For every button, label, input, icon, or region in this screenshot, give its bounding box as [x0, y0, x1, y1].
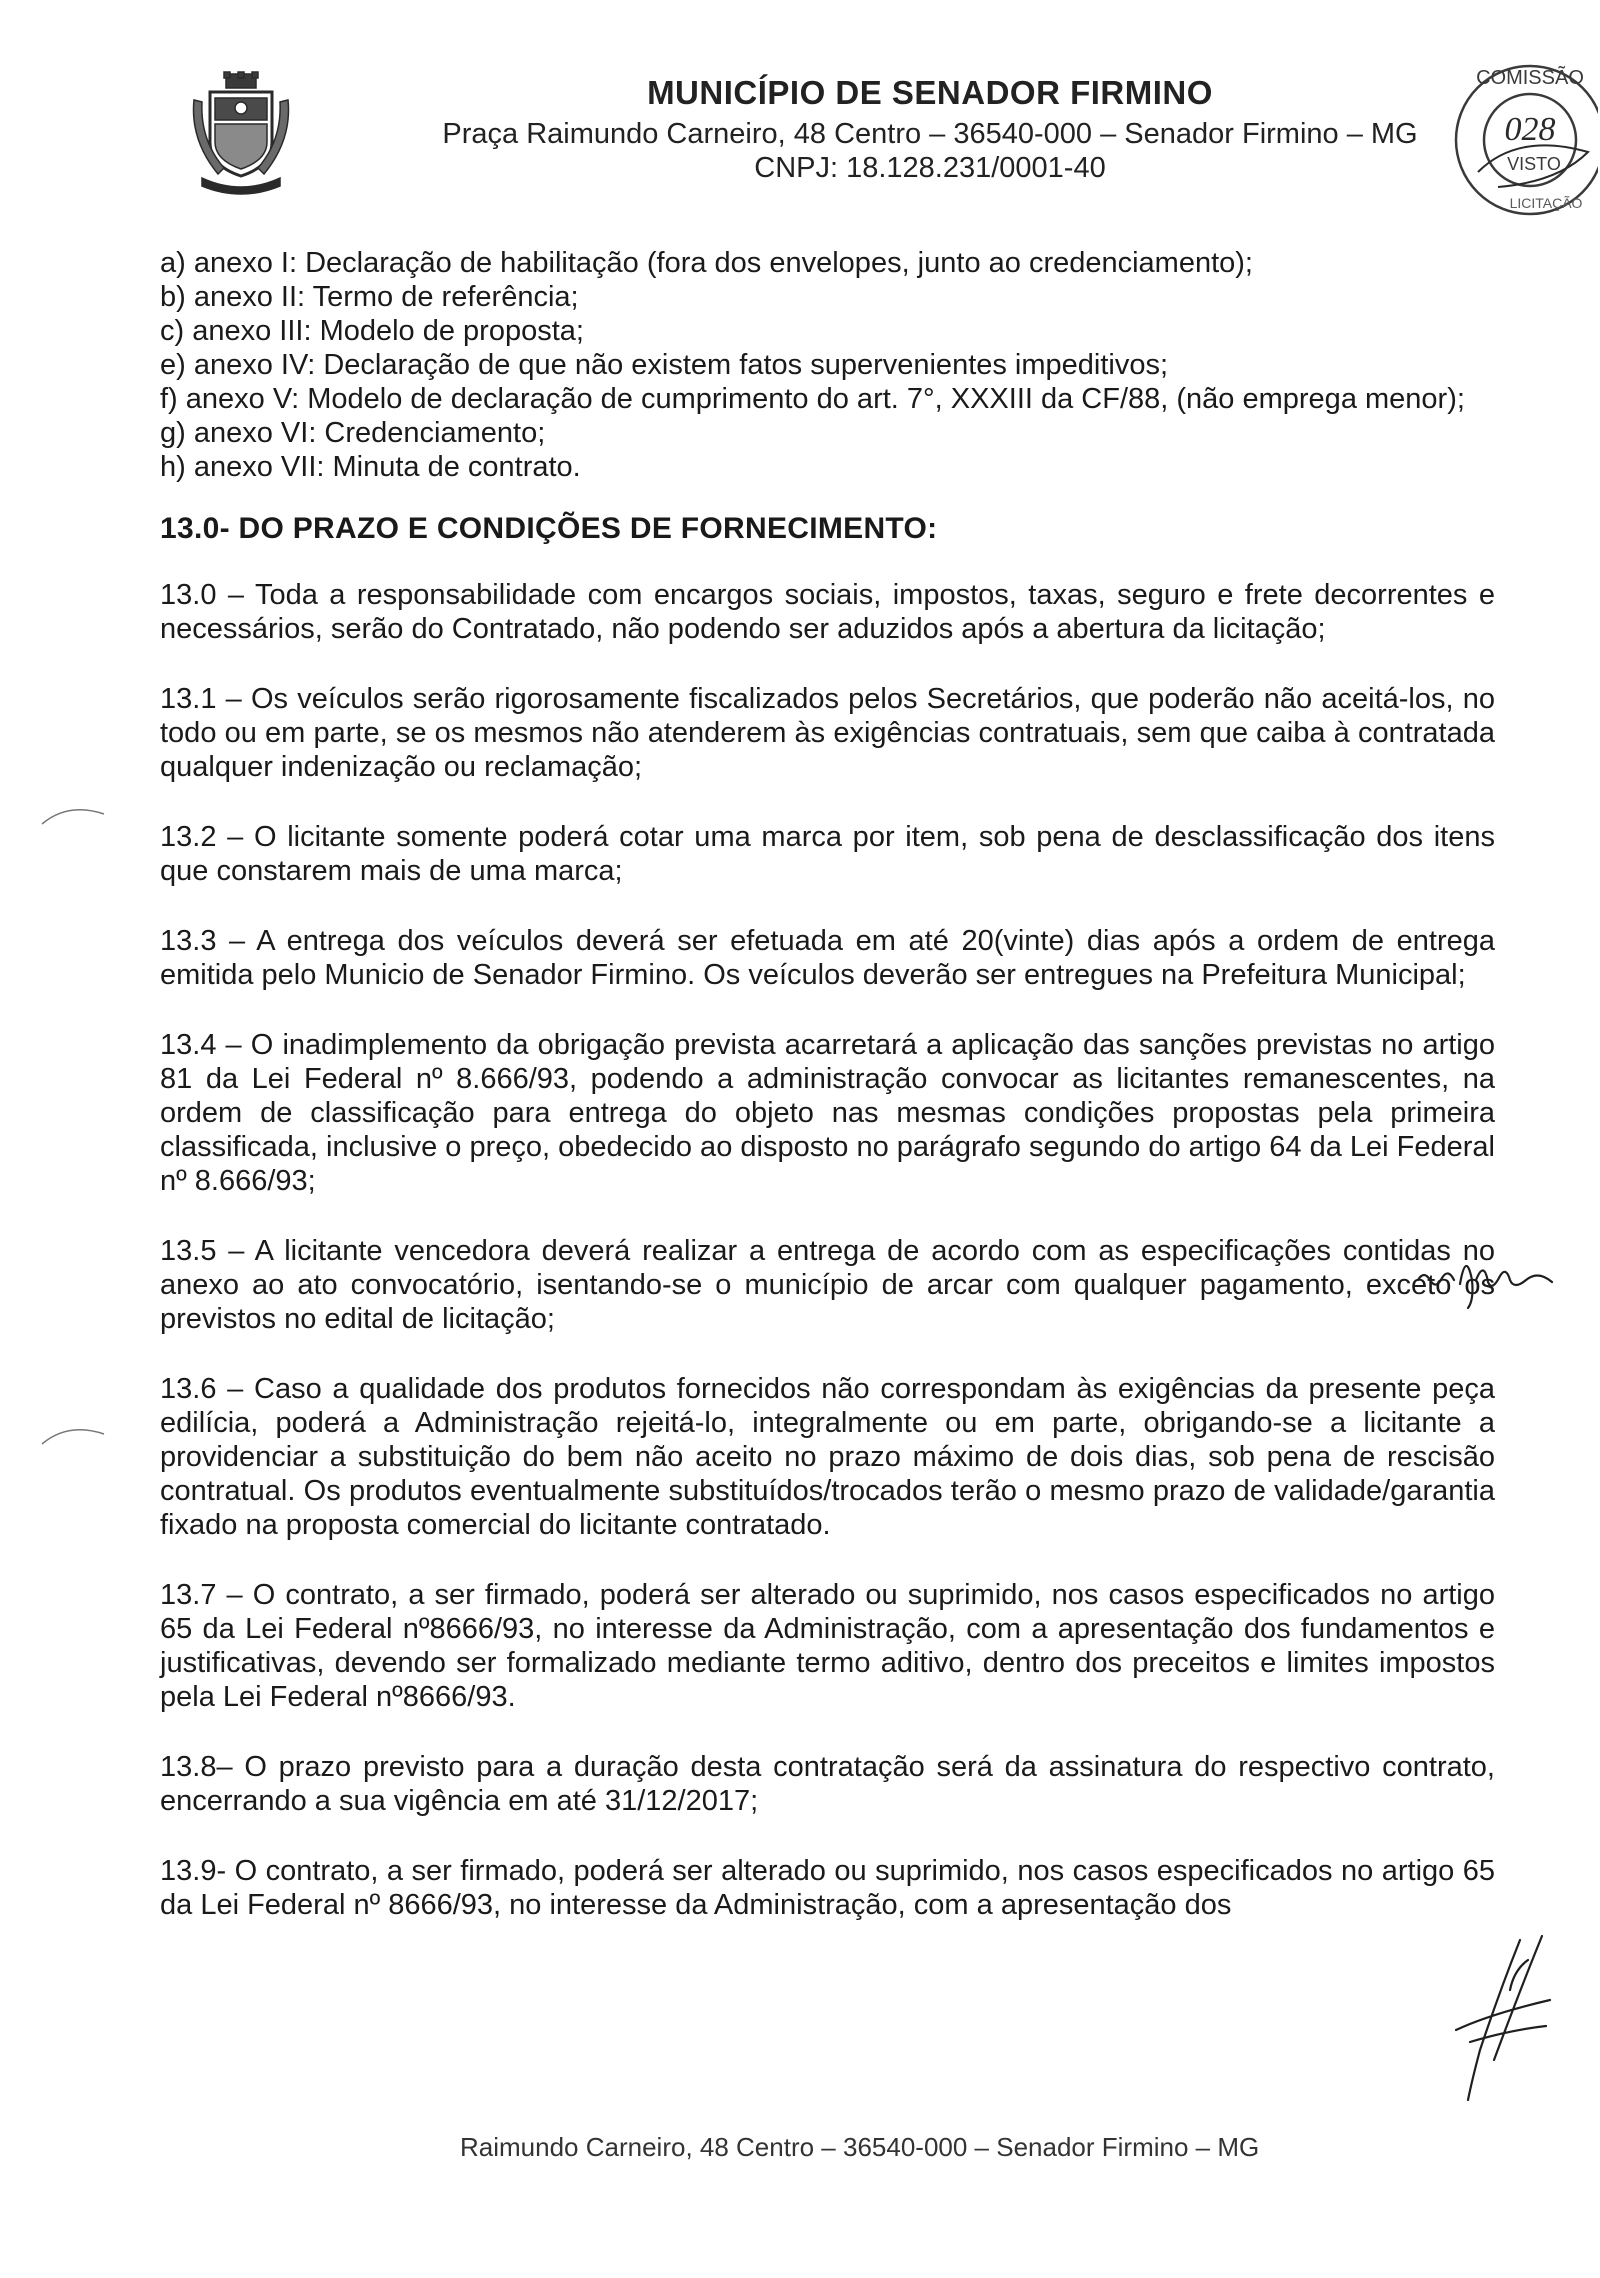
margin-mark [38, 800, 108, 830]
annex-item: c) anexo III: Modelo de proposta; [160, 315, 584, 347]
commission-stamp [1438, 22, 1598, 222]
coat-of-arms-logo [188, 70, 294, 196]
annex-item: g) anexo VI: Credenciamento; [160, 417, 546, 449]
clause-paragraph: 13.0 – Toda a responsabilidade com encargos sociais, impostos, taxas, seguro e frete decorrentes e necessários, serão do Contratado, não podendo ser aduzidos após a abertura da licitação; [160, 579, 1495, 645]
municipality-name: MUNICÍPIO DE SENADOR FIRMINO [647, 74, 1213, 111]
clause-paragraph: 13.2 – O licitante somente poderá cotar uma marca por item, sob pena de desclassificação dos itens que constarem mais de uma marca; [160, 821, 1495, 887]
handwritten-rubric [1410, 1240, 1560, 1310]
header-address: Praça Raimundo Carneiro, 48 Centro – 36540-000 – Senador Firmino – MG [442, 118, 1418, 150]
section-title: 13.0- DO PRAZO E CONDIÇÕES DE FORNECIMENTO: [160, 512, 938, 545]
stamp-visto-text: VISTO [1507, 154, 1561, 174]
margin-mark [38, 1420, 108, 1450]
annex-item: e) anexo IV: Declaração de que não existem fatos supervenientes impeditivos; [160, 349, 1169, 381]
stamp-bottom-text: LICITAÇÃO [1509, 195, 1583, 211]
header-cnpj: CNPJ: 18.128.231/0001-40 [754, 152, 1106, 184]
document-body [160, 246, 1495, 1922]
clause-paragraph: 13.3 – A entrega dos veículos deverá ser efetuada em até 20(vinte) dias após a ordem de entrega emitida pelo Municio de Senador Firmino. Os veículos deverão ser entregues na Prefeitura Municipal; [160, 925, 1495, 991]
clause-paragraph: 13.4 – O inadimplemento da obrigação prevista acarretará a aplicação das sanções previstas no artigo 81 da Lei Federal nº 8.666/93, podendo a administração convocar as licitantes remanescentes, na ordem de classificação para entrega do objeto nas mesmas condições propostas pela primeira classificada, inclusive o preço, obedecido ao disposto no parágrafo segundo do artigo 64 da Lei Federal nº 8.666/93; [160, 1029, 1495, 1197]
clause-paragraph: 13.7 – O contrato, a ser firmado, poderá ser alterado ou suprimido, nos casos especificados no artigo 65 da Lei Federal nº8666/93, no interesse da Administração, com a apresentação dos fundamentos e justificativas, devendo ser formalizado mediante termo aditivo, dentro dos preceitos e limites impostos pela Lei Federal nº8666/93. [160, 1579, 1495, 1713]
annex-item: h) anexo VII: Minuta de contrato. [160, 451, 581, 483]
clause-paragraph: 13.6 – Caso a qualidade dos produtos fornecidos não correspondam às exigências da presente peça edilícia, poderá a Administração rejeitá-lo, integralmente ou em parte, obrigando-se a licitante a providenciar a substituição do bem não aceito no prazo máximo de dois dias, sob pena de rescisão contratual. Os produtos eventualmente substituídos/trocados terão o mesmo prazo de validade/garantia fixado na proposta comercial do licitante contratado. [160, 1373, 1495, 1541]
footer-address: Raimundo Carneiro, 48 Centro – 36540-000 – Senador Firmino – MG [460, 2132, 1260, 2162]
annex-item: f) anexo V: Modelo de declaração de cumprimento do art. 7°, XXXIII da CF/88, (não emprega menor); [160, 383, 1465, 415]
clause-paragraph: 13.8– O prazo previsto para a duração desta contratação será da assinatura do respectivo contrato, encerrando a sua vigência em até 31/12/2017; [160, 1751, 1495, 1817]
handwritten-signature [1450, 1930, 1560, 2105]
annex-item: b) anexo II: Termo de referência; [160, 281, 579, 313]
clause-paragraph: 13.1 – Os veículos serão rigorosamente fiscalizados pelos Secretários, que poderão não aceitá-los, no todo ou em parte, se os mesmos não atenderem às exigências contratuais, sem que caiba à contratada qualquer indenização ou reclamação; [160, 683, 1495, 783]
clause-paragraph: 13.5 – A licitante vencedora deverá realizar a entrega de acordo com as especificações contidas no anexo ao ato convocatório, isentando-se o município de arcar com qualquer pagamento, exceto os previstos no edital de licitação; [160, 1235, 1495, 1335]
annex-item: a) anexo I: Declaração de habilitação (fora dos envelopes, junto ao credenciamento); [160, 247, 1253, 279]
stamp-top-text: COMISSÃO [1476, 67, 1584, 89]
stamp-number: 028 [1504, 111, 1556, 148]
clause-paragraph: 13.9- O contrato, a ser firmado, poderá ser alterado ou suprimido, nos casos especificados no artigo 65 da Lei Federal nº 8666/93, no interesse da Administração, com a apresentação dos [160, 1855, 1495, 1921]
